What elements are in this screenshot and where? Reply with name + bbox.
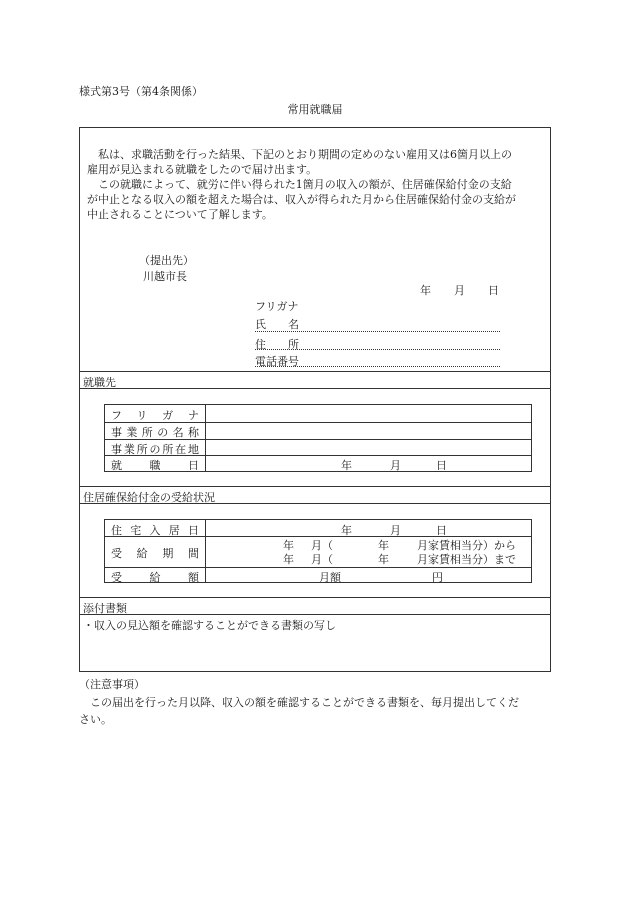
employment-date-day: 日	[436, 459, 447, 472]
applicant-phone-field[interactable]	[255, 351, 500, 367]
page-title: 常用就職届	[287, 103, 343, 116]
employer-furigana-label: フリガナ	[111, 409, 199, 422]
benefit-amount-label: 受給額	[111, 571, 199, 584]
declaration-line: 中止されることについて了解します。	[87, 208, 273, 221]
attachment-item: ・収入の見込額を確認することができる書類の写し	[83, 619, 336, 632]
recipient-label: （提出先）	[139, 254, 194, 267]
notes-heading: （注意事項）	[79, 678, 145, 691]
divider	[80, 371, 550, 372]
employer-name-field[interactable]	[206, 423, 532, 439]
employer-name-label: 事業所の名称	[111, 426, 199, 439]
declaration-line: この就職によって、就労に伴い得られた1箇月の収入の額が、住居確保給付金の支給	[87, 178, 512, 191]
period-end-year: 年	[283, 553, 294, 566]
move-in-month: 月	[390, 524, 401, 537]
period-end-month: 月（	[311, 553, 333, 566]
period-start-month: 月（	[311, 539, 333, 552]
date-day-label: 日	[488, 284, 499, 297]
attachments-heading: 添付書類	[83, 602, 127, 615]
form-frame	[79, 127, 551, 672]
divider	[80, 388, 550, 389]
employer-address-label: 事業所の所在地	[111, 443, 199, 456]
declaration-line: が中止となる収入の額を超えた場合は、収入が得られた月から住居確保給付金の支給が	[87, 193, 516, 206]
yen-label: 円	[432, 571, 443, 584]
applicant-name-field[interactable]	[255, 316, 500, 332]
date-year-label: 年	[420, 284, 431, 297]
period-end-suffix: 月家賃相当分）まで	[417, 553, 516, 566]
period-end-rent-year: 年	[378, 553, 389, 566]
declaration-line: 雇用が見込まれる就職をしたので届け出ます。	[87, 163, 318, 176]
applicant-phone-label: 電話番号	[255, 355, 299, 368]
benefit-table	[104, 519, 532, 583]
employment-date-month: 月	[390, 459, 401, 472]
benefit-period-label: 受給期間	[111, 547, 199, 560]
period-start-suffix: 月家賃相当分）から	[417, 539, 516, 552]
notes-line: この届出を行った月以降、収入の額を確認することができる書類を、毎月提出してくだ	[79, 696, 519, 709]
employment-date-year: 年	[341, 459, 352, 472]
monthly-label: 月額	[319, 571, 341, 584]
divider	[80, 614, 550, 615]
applicant-address-field[interactable]	[255, 334, 500, 350]
employment-date-label: 就職日	[111, 459, 199, 472]
form-number: 様式第3号（第4条関係）	[79, 85, 203, 98]
period-start-rent-year: 年	[378, 539, 389, 552]
divider	[80, 503, 550, 504]
divider	[80, 486, 550, 487]
date-month-label: 月	[454, 284, 465, 297]
employer-furigana-field[interactable]	[206, 405, 532, 422]
move-in-day: 日	[436, 524, 447, 537]
employer-table	[104, 404, 532, 472]
applicant-furigana-label: フリガナ	[255, 300, 299, 313]
divider	[80, 597, 550, 598]
move-in-date-label: 住宅入居日	[111, 524, 199, 537]
declaration	[87, 147, 547, 222]
move-in-year: 年	[341, 524, 352, 537]
declaration-line: 私は、求職活動を行った結果、下記のとおり期間の定めのない雇用又は6箇月以上の	[87, 148, 512, 161]
applicant-address-label: 住 所	[255, 338, 299, 351]
employer-address-field[interactable]	[206, 440, 532, 455]
period-start-year: 年	[283, 539, 294, 552]
applicant-name-label: 氏 名	[255, 318, 299, 331]
recipient-name: 川越市長	[143, 270, 187, 283]
employer-section-heading: 就職先	[83, 376, 116, 389]
benefit-section-heading: 住居確保給付金の受給状況	[83, 491, 215, 504]
notes-line: さい。	[79, 713, 112, 726]
